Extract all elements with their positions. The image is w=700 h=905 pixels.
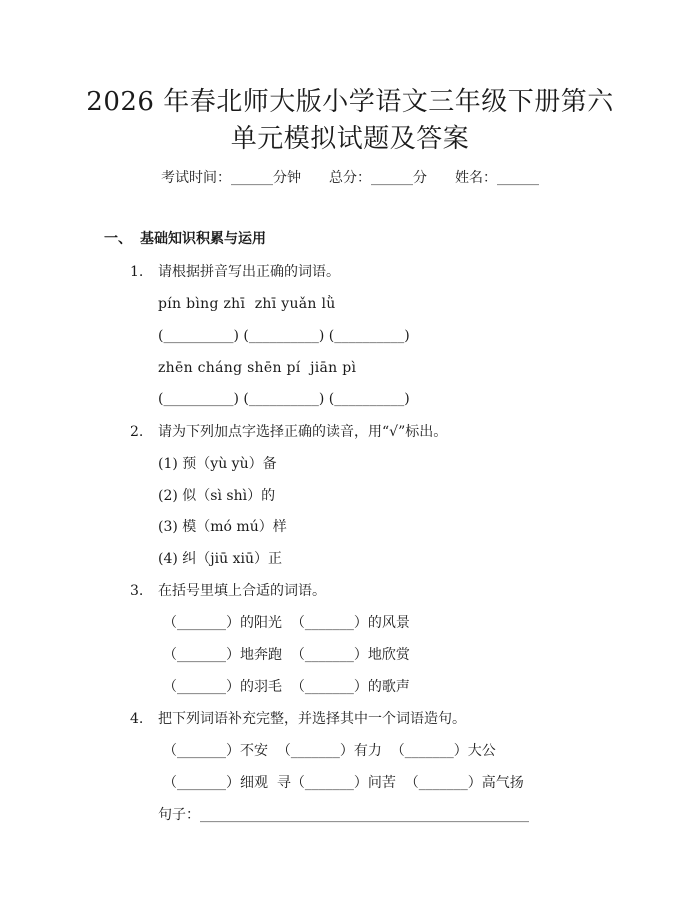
q2-item: (3) 模（mó mú）样 — [158, 519, 287, 535]
q1-pinyin-row-2: zhēn cháng shēn pí jiān pì — [158, 360, 357, 376]
exam-info — [0, 168, 700, 188]
doc-title-line-1: 2026 年春北师大版小学语文三年级下册第六 — [86, 87, 614, 117]
q4-row: （_______）不安 （_______）有力 （_______）大公 — [163, 743, 496, 759]
student-name-field: 姓名：______ — [455, 170, 539, 186]
section-heading — [104, 229, 266, 249]
q2-item: (1) 预（yù yù）备 — [158, 456, 277, 472]
q4-row: （_______）细观 寻（_______）问苦 （_______）高气扬 — [163, 775, 524, 791]
q2-item: (2) 似（sì shì）的 — [158, 488, 276, 504]
doc-title-line-2: 单元模拟试题及答案 — [230, 124, 470, 154]
q3-row: （_______）的阳光 （_______）的风景 — [163, 615, 410, 631]
total-score-field: 总分：______分 — [329, 170, 427, 186]
exam-time-field: 考试时间：______分钟 — [161, 170, 301, 186]
q4-sentence-line: 句子：_______________________________________________ — [158, 807, 529, 823]
q1-blanks-row-1: (__________) (__________) (__________) — [158, 328, 410, 344]
q1-blanks-row-2: (__________) (__________) (__________) — [158, 391, 410, 407]
q2-number: 2. — [130, 424, 144, 440]
section-number: 一、 — [104, 231, 132, 247]
q3-row: （_______）的羽毛 （_______）的歌声 — [163, 679, 410, 695]
q3-row: （_______）地奔跑 （_______）地欣赏 — [163, 647, 410, 663]
q3-number: 3. — [130, 583, 144, 599]
q4-number: 4. — [130, 711, 144, 727]
q1-text: 请根据拼音写出正确的词语。 — [158, 264, 340, 280]
q2-item: (4) 纠（jiū xiū）正 — [158, 551, 282, 567]
section-title: 基础知识积累与运用 — [140, 231, 266, 247]
q1-number: 1. — [130, 264, 144, 280]
q1-pinyin-row-1: pín bìng zhī zhī yuǎn lǜ — [158, 296, 336, 312]
q4-text: 把下列词语补充完整，并选择其中一个词语造句。 — [158, 711, 466, 727]
q3-text: 在括号里填上合适的词语。 — [158, 583, 326, 599]
q2-text: 请为下列加点字选择正确的读音，用“√”标出。 — [158, 424, 448, 440]
